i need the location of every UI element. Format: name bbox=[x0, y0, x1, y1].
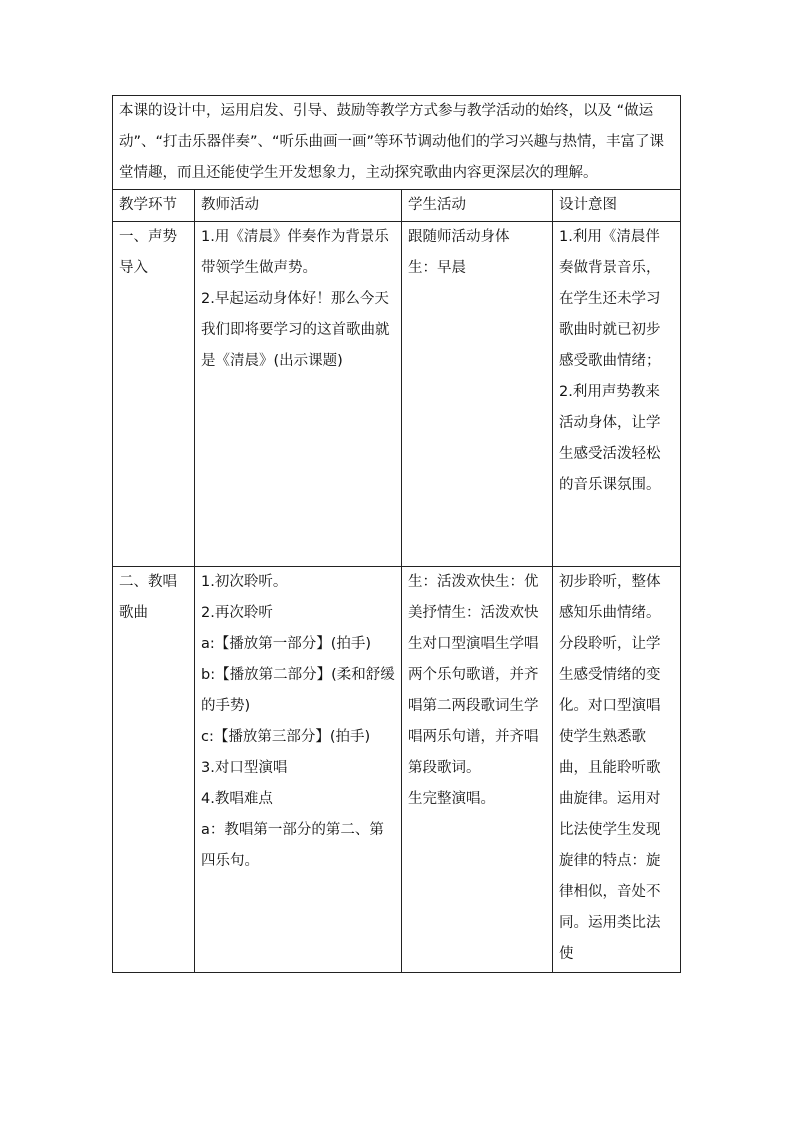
teacher-item: 2.早起运动身体好！那么今天我们即将要学习的这首歌曲就是《清晨》(出示课题) bbox=[201, 291, 390, 369]
table-row bbox=[113, 222, 681, 567]
teacher-item: 1.用《清晨》伴奏作为背景乐带领学生做声势。 bbox=[201, 229, 389, 276]
teacher-item: 1.初次聆听。 bbox=[201, 574, 288, 590]
student-cell bbox=[402, 222, 553, 567]
teacher-item: a:【播放第一部分】(拍手) bbox=[201, 636, 372, 652]
teacher-cell bbox=[195, 567, 402, 973]
stage-cell bbox=[113, 222, 195, 567]
intro-cell bbox=[113, 96, 681, 190]
intent-item: 初步聆听，整体感知乐曲情绪。分段聆听，让学生感受情绪的变化。对口型演唱使学生熟悉歌曲，且能聆听歌曲旋律。运用对比法使学生发现旋律的特点：旋律相似，音处不同。运用类比法使 bbox=[559, 574, 661, 962]
intent-cell bbox=[553, 222, 681, 567]
intent-cell bbox=[553, 567, 681, 973]
student-item: 生完整演唱。 bbox=[408, 791, 495, 807]
lesson-plan-table bbox=[112, 95, 681, 973]
stage-label: 一、声势导入 bbox=[119, 229, 177, 276]
teacher-cell bbox=[195, 222, 402, 567]
teacher-item: 3.对口型演唱 bbox=[201, 760, 288, 776]
header-student: 学生活动 bbox=[402, 190, 553, 222]
student-item: 生：早晨 bbox=[408, 260, 466, 276]
intro-row bbox=[113, 96, 681, 190]
stage-label: 二、教唱歌曲 bbox=[119, 574, 177, 621]
intent-item: 1.利用《清晨伴奏做背景音乐，在学生还未学习歌曲时就已初步感受歌曲情绪； bbox=[559, 229, 661, 369]
header-row bbox=[113, 190, 681, 222]
student-item: 跟随师活动身体 bbox=[408, 229, 510, 245]
teacher-item: b:【播放第二部分】(柔和舒缓的手势) bbox=[201, 667, 395, 714]
header-intent: 设计意图 bbox=[553, 190, 681, 222]
stage-cell bbox=[113, 567, 195, 973]
header-teacher: 教师活动 bbox=[195, 190, 402, 222]
intent-item: 2.利用声势教来活动身体，让学生感受活泼轻松的音乐课氛围。 bbox=[559, 384, 661, 493]
teacher-item: 2.再次聆听 bbox=[201, 605, 273, 621]
intro-paragraph: 本课的设计中，运用启发、引导、鼓励等教学方式参与教学活动的始终，以及 “做运动”、“打击乐器伴奏”、“听乐曲画一画”等环节调动他们的学习兴趣与热情，丰富了课堂情趣，而且还能使学生开发想象力，主动探究歌曲内容更深层次的理解。 bbox=[119, 103, 665, 181]
teacher-item: 4.教唱难点 bbox=[201, 791, 273, 807]
student-item: 生：活泼欢快生：优美抒情生：活泼欢快生对口型演唱生学唱两个乐句歌谱，并齐唱第二两段歌词生学唱两乐句谱，并齐唱第段歌词。 bbox=[408, 574, 539, 776]
teacher-item: a：教唱第一部分的第二、第四乐句。 bbox=[201, 822, 384, 869]
teacher-item: c:【播放第三部分】(拍手) bbox=[201, 729, 371, 745]
student-cell bbox=[402, 567, 553, 973]
header-stage: 教学环节 bbox=[113, 190, 195, 222]
table-row bbox=[113, 567, 681, 973]
